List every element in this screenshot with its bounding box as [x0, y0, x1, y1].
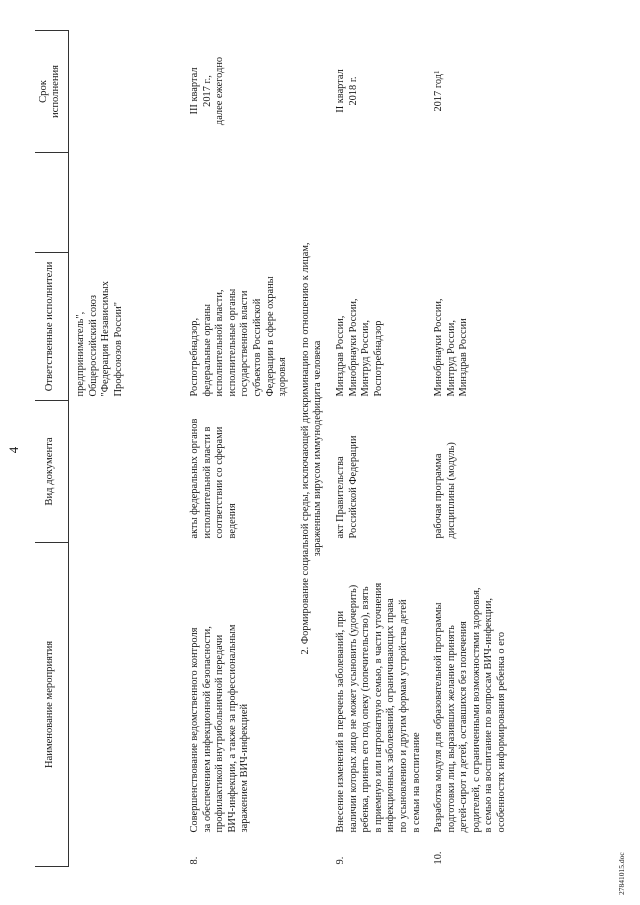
- header-name: Наименование мероприятия: [35, 542, 69, 866]
- row-9-doc-type: акт Правительства Российской Федерации: [334, 435, 359, 539]
- header-doc-type: Вид документа: [35, 400, 69, 542]
- table-row-10: [433, 30, 509, 866]
- row-8-executors: Роспотребнадзор, федеральные органы исполнительной власти, исполнительные органы государственной власти субъектов Российской Федерации в сфере охраны здоровья: [189, 276, 289, 397]
- row-10-name: Разработка модуля для образовательной программы подготовки лиц, выразивших желание принять детей-сирот и детей, оставшихся без попечения родителей, с ограниченными возможностями здоровья, в семью на воспитание по вопросам ВИЧ-инфекции, особенностях информирования ребенка о его: [433, 587, 508, 833]
- row-9-executors: Минздрав России, Минобрнауки России, Минтруд России, Роспотребнадзор: [334, 298, 384, 397]
- row-8-name: Совершенствование ведомственного контроля за обеспечением инфекционной безопасности, профилактикой внутрибольничной передачи ВИЧ-инфекции, а также за профессиональным заражением ВИЧ-инфекцией: [189, 624, 251, 833]
- file-code: 27841015.doc: [617, 852, 626, 895]
- page-number: 4: [6, 446, 21, 454]
- table-row-8: [189, 30, 290, 866]
- section-2-heading: 2. Формирование социальной среды, исключающей дискриминацию по отношению к лицам, зараженным вирусом иммунодефицита человека: [299, 242, 324, 655]
- header-executors: Ответственные исполнители: [35, 252, 69, 400]
- section-heading-row: [290, 30, 335, 866]
- header-spacer: [35, 152, 69, 252]
- row-8-deadline: III квартал 2017 г., далее ежегодно: [189, 56, 226, 126]
- row-10-number: 10.: [433, 851, 445, 865]
- row-10-executors: Минобрнауки России, Минтруд России, Минздрав России: [433, 298, 470, 397]
- header-deadline: Срок исполнения: [35, 30, 69, 152]
- row-8-number: 8.: [189, 856, 200, 865]
- row-10-footnote-mark: 1: [433, 70, 442, 74]
- row-10-doc-type: рабочая программа дисциплины (модуль): [433, 442, 457, 539]
- row-8-doc-type: акты федеральных органов исполнительной власти в соответствии со сферами ведения: [189, 418, 238, 539]
- table-header-row: [35, 30, 69, 866]
- row-9-deadline: II квартал 2018 г.: [334, 69, 359, 113]
- action-plan-table: [35, 30, 509, 867]
- table-row-9: [335, 30, 423, 866]
- continued-executors: предприниматель", Общероссийский союз "Федерация Независимых Профсоюзов России": [75, 281, 124, 397]
- row-9-number: 9.: [334, 856, 346, 865]
- row-10-deadline: 2017 год: [433, 73, 445, 112]
- table-row-continuation: [69, 30, 180, 866]
- row-9-name: Внесение изменений в перечень заболеваний, при наличии которых лицо не может усыновить (удочерить) ребенка, принять его под опеку (попечительство), взять в приемную или патронатную семью, в части уточнения инфекционных заболеваний, ограничивающих права по усыновлению и другим формам устройства детей в семьи на воспитание: [334, 582, 422, 833]
